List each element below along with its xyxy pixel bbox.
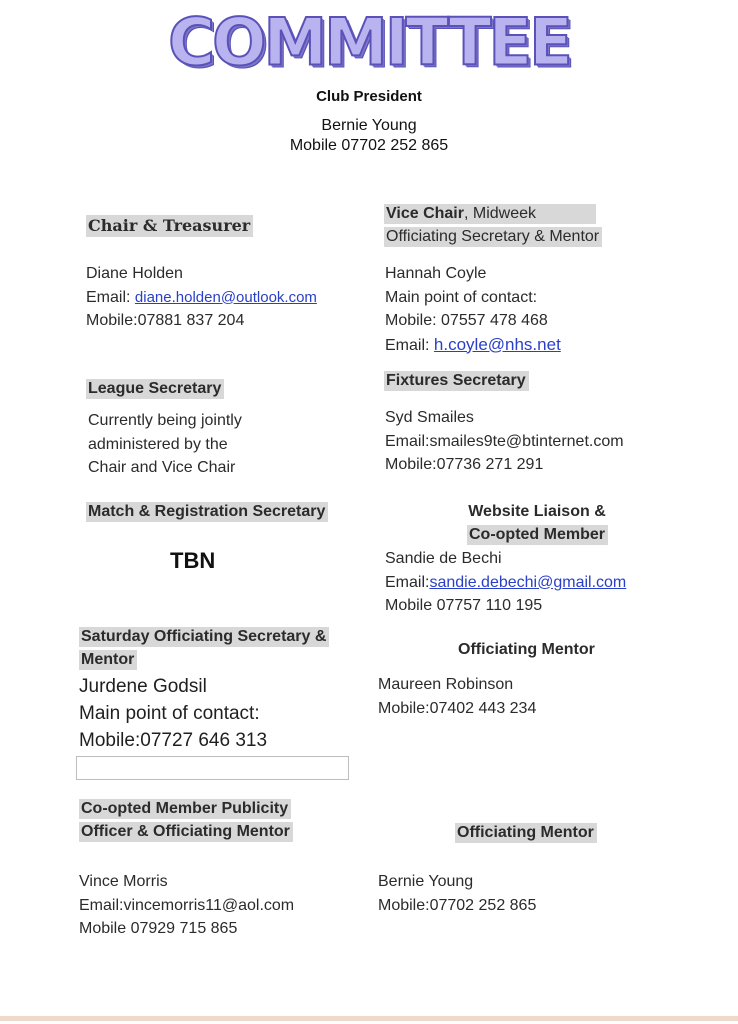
vice-email-label: Email: bbox=[385, 336, 434, 354]
club-president-mobile: Mobile 07702 252 865 bbox=[289, 137, 449, 154]
vice-heading-rest: , Midweek bbox=[463, 205, 536, 222]
website-email-label: Email: bbox=[385, 573, 430, 591]
chair-heading: Chair & Treasurer bbox=[86, 215, 253, 237]
vice-email-line bbox=[385, 333, 561, 358]
footer-line bbox=[0, 1016, 738, 1021]
saturday-heading-line-1: Saturday Officiating Secretary & bbox=[79, 627, 329, 647]
mentor2-mobile: Mobile:07702 252 865 bbox=[378, 896, 537, 914]
saturday-section bbox=[79, 625, 329, 671]
chair-email-label: Email: bbox=[86, 288, 135, 306]
website-heading-line-1: Website Liaison & bbox=[466, 502, 609, 522]
mentor2-heading: Officiating Mentor bbox=[455, 823, 597, 843]
league-section bbox=[86, 377, 224, 400]
chair-email-link[interactable]: diane.holden@outlook.com bbox=[134, 288, 317, 306]
publicity-mobile: Mobile 07929 715 865 bbox=[79, 920, 238, 937]
mentor1-heading: Officiating Mentor bbox=[456, 640, 598, 660]
match-heading: Match & Registration Secretary bbox=[86, 502, 328, 522]
publicity-section bbox=[79, 797, 293, 843]
chair-details bbox=[86, 262, 317, 333]
vice-name: Hannah Coyle bbox=[385, 265, 487, 282]
vice-details bbox=[385, 262, 561, 357]
mentor2-name: Bernie Young bbox=[378, 873, 474, 890]
vice-heading-bold: Vice Chair bbox=[386, 205, 464, 222]
vice-heading-line-2: Officiating Secretary & Mentor bbox=[384, 227, 602, 247]
saturday-contact: Main point of contact: bbox=[79, 703, 260, 724]
mentor1-details bbox=[378, 673, 536, 720]
publicity-email: Email:vincemorris11@aol.com bbox=[79, 896, 295, 914]
website-mobile: Mobile 07757 110 195 bbox=[385, 597, 543, 614]
league-line-1: Currently being jointly bbox=[88, 412, 242, 429]
league-line-2: administered by the bbox=[88, 435, 228, 453]
fixtures-name: Syd Smailes bbox=[385, 409, 474, 426]
league-details bbox=[88, 409, 242, 480]
mentor1-mobile: Mobile:07402 443 234 bbox=[378, 699, 537, 717]
vice-mobile: Mobile: 07557 478 468 bbox=[385, 312, 548, 329]
vice-email-link[interactable]: h.coyle@nhs.net bbox=[433, 334, 561, 354]
chair-email-line bbox=[86, 286, 317, 310]
saturday-heading-line-2: Mentor bbox=[79, 650, 137, 670]
website-email-line bbox=[385, 571, 626, 595]
chair-name: Diane Holden bbox=[86, 265, 183, 282]
mentor1-name: Maureen Robinson bbox=[378, 676, 514, 693]
fixtures-mobile: Mobile:07736 271 291 bbox=[385, 456, 544, 473]
mentor2-section bbox=[455, 821, 597, 844]
chair-section bbox=[86, 214, 253, 237]
committee-title: COMMITTEE bbox=[168, 5, 570, 81]
chair-mobile: Mobile:07881 837 204 bbox=[86, 312, 245, 329]
saturday-mobile: Mobile:07727 646 313 bbox=[79, 730, 268, 751]
publicity-heading-line-2: Officer & Officiating Mentor bbox=[79, 822, 293, 842]
league-line-3: Chair and Vice Chair bbox=[88, 459, 236, 476]
publicity-heading-line-1: Co-opted Member Publicity bbox=[79, 799, 291, 819]
club-president-label: Club President bbox=[316, 88, 422, 105]
saturday-details bbox=[79, 673, 267, 754]
fixtures-details bbox=[385, 406, 624, 477]
fixtures-email: Email:smailes9te@btinternet.com bbox=[385, 432, 624, 450]
website-details bbox=[385, 547, 626, 618]
match-section bbox=[86, 500, 328, 523]
vice-contact: Main point of contact: bbox=[385, 288, 538, 306]
website-section bbox=[440, 500, 635, 546]
empty-text-box bbox=[76, 756, 349, 780]
match-tbn: TBN bbox=[170, 548, 216, 573]
publicity-name: Vince Morris bbox=[79, 873, 168, 890]
vice-heading-line-1 bbox=[384, 204, 596, 224]
vice-section bbox=[384, 202, 602, 248]
website-name: Sandie de Bechi bbox=[385, 550, 502, 567]
league-heading: League Secretary bbox=[86, 379, 224, 399]
mentor2-details bbox=[378, 870, 536, 917]
publicity-details bbox=[79, 870, 294, 941]
fixtures-section bbox=[384, 369, 529, 392]
website-heading-line-2: Co-opted Member bbox=[467, 525, 608, 545]
fixtures-heading: Fixtures Secretary bbox=[384, 371, 529, 391]
saturday-name: Jurdene Godsil bbox=[79, 676, 207, 697]
club-president-name: Bernie Young bbox=[321, 117, 417, 134]
website-email-link[interactable]: sandie.debechi@gmail.com bbox=[429, 573, 627, 591]
mentor1-section bbox=[456, 638, 598, 661]
